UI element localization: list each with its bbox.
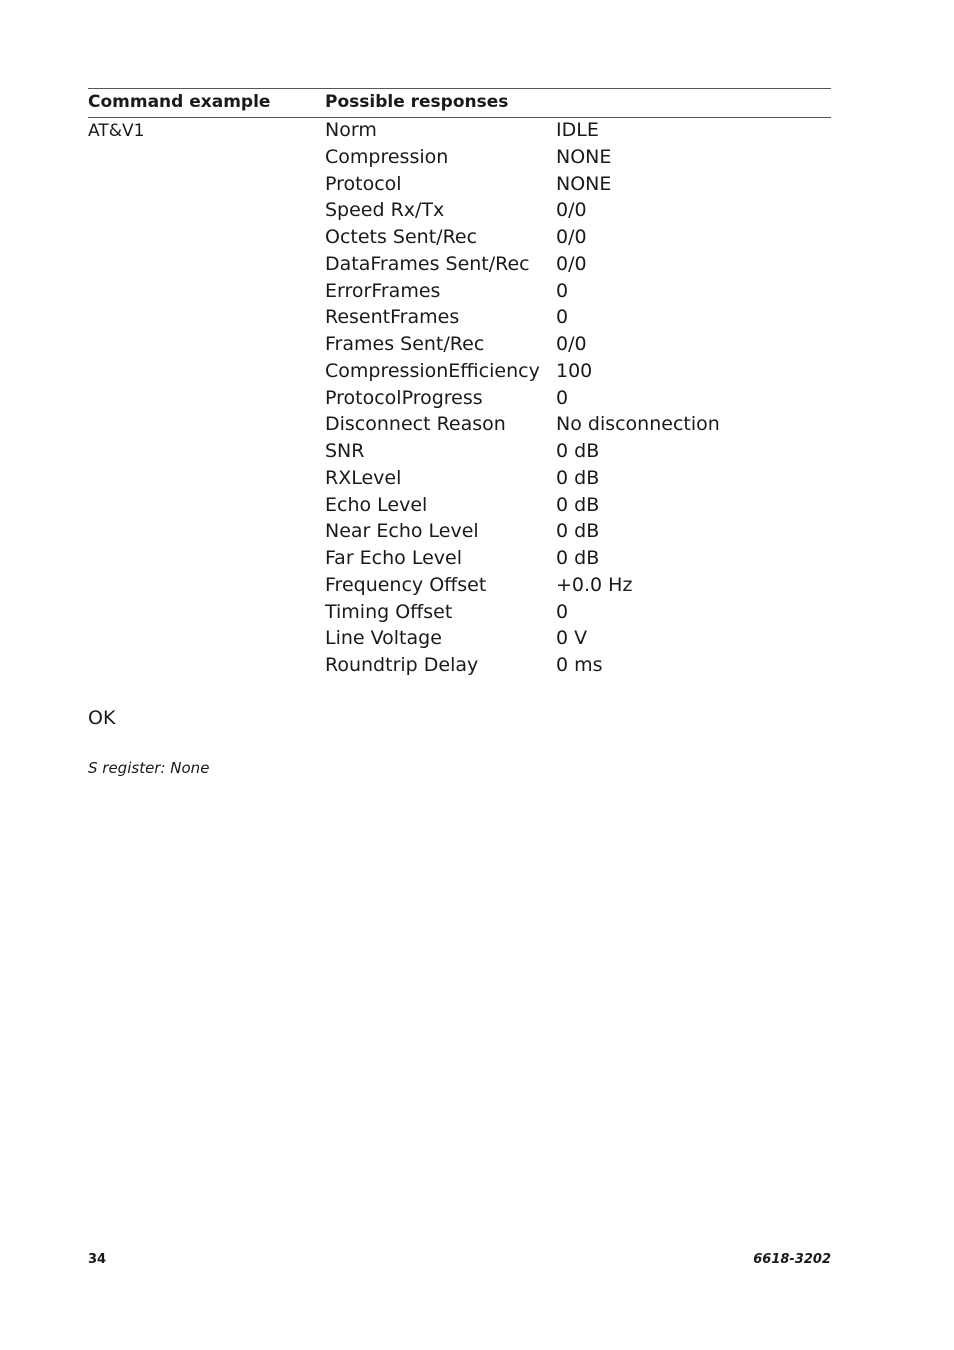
response-key: Norm xyxy=(325,119,377,141)
response-value: 0/0 xyxy=(556,333,587,355)
response-key: DataFrames Sent/Rec xyxy=(325,252,530,275)
response-key: Octets Sent/Rec xyxy=(325,226,478,248)
response-key: ProtocolProgress xyxy=(325,386,483,409)
response-value: 0 dB xyxy=(556,466,600,489)
table-top-rule xyxy=(88,88,831,89)
response-row xyxy=(325,492,831,519)
response-row xyxy=(325,331,831,358)
response-key: Speed Rx/Tx xyxy=(325,199,445,222)
response-row xyxy=(325,599,831,626)
response-key: Disconnect Reason xyxy=(325,413,506,436)
response-value: 100 xyxy=(556,359,593,382)
response-value: 0/0 xyxy=(556,252,587,275)
response-row xyxy=(325,411,831,438)
page-number: 34 xyxy=(88,1252,107,1267)
response-value: +0.0 Hz xyxy=(556,573,633,596)
response-value: 0 xyxy=(556,600,569,623)
response-key: Frames Sent/Rec xyxy=(325,333,485,355)
response-value: No disconnection xyxy=(556,413,720,436)
response-row xyxy=(325,117,831,144)
response-value: 0 dB xyxy=(556,440,600,462)
s-register-note: S register: None xyxy=(88,759,210,777)
response-key: ErrorFrames xyxy=(325,279,441,302)
response-row xyxy=(325,144,831,171)
response-value: 0 dB xyxy=(556,547,600,569)
response-value: 0 dB xyxy=(556,520,600,543)
response-key: Line Voltage xyxy=(325,627,442,650)
response-row xyxy=(325,278,831,305)
response-row xyxy=(325,304,831,331)
response-row xyxy=(325,358,831,385)
response-value: 0 dB xyxy=(556,493,600,516)
response-row xyxy=(325,171,831,198)
response-value: 0 xyxy=(556,306,569,329)
response-value: NONE xyxy=(556,172,612,195)
response-value: NONE xyxy=(556,145,612,168)
response-key: Frequency Offset xyxy=(325,573,487,596)
response-value: 0 xyxy=(556,386,569,409)
response-row xyxy=(325,545,831,572)
response-row xyxy=(325,652,831,679)
response-value: 0 V xyxy=(556,627,588,650)
command-example: AT&V1 xyxy=(88,121,145,141)
response-row xyxy=(325,438,831,465)
header-possible-responses: Possible responses xyxy=(325,92,509,112)
response-row xyxy=(325,224,831,251)
response-list xyxy=(325,117,831,679)
response-key: SNR xyxy=(325,440,365,462)
response-key: Timing Offset xyxy=(325,600,453,623)
response-value: 0 xyxy=(556,279,569,302)
response-key: RXLevel xyxy=(325,466,402,489)
response-row xyxy=(325,572,831,599)
response-key: Protocol xyxy=(325,172,402,195)
response-row xyxy=(325,385,831,412)
response-value: 0/0 xyxy=(556,226,587,248)
response-value: 0 ms xyxy=(556,654,603,676)
response-row xyxy=(325,465,831,492)
response-key: ResentFrames xyxy=(325,306,460,329)
response-key: Far Echo Level xyxy=(325,547,462,569)
response-value: 0/0 xyxy=(556,199,587,222)
response-row xyxy=(325,518,831,545)
ok-response: OK xyxy=(88,707,116,729)
header-command-example: Command example xyxy=(88,92,271,112)
response-row xyxy=(325,197,831,224)
response-row xyxy=(325,625,831,652)
response-row xyxy=(325,251,831,278)
document-number: 6618-3202 xyxy=(753,1252,831,1267)
response-key: Roundtrip Delay xyxy=(325,654,479,676)
response-key: Compression xyxy=(325,145,449,168)
response-key: Near Echo Level xyxy=(325,520,479,543)
response-key: CompressionEfficiency xyxy=(325,359,540,382)
response-value: IDLE xyxy=(556,119,599,141)
response-key: Echo Level xyxy=(325,493,428,516)
